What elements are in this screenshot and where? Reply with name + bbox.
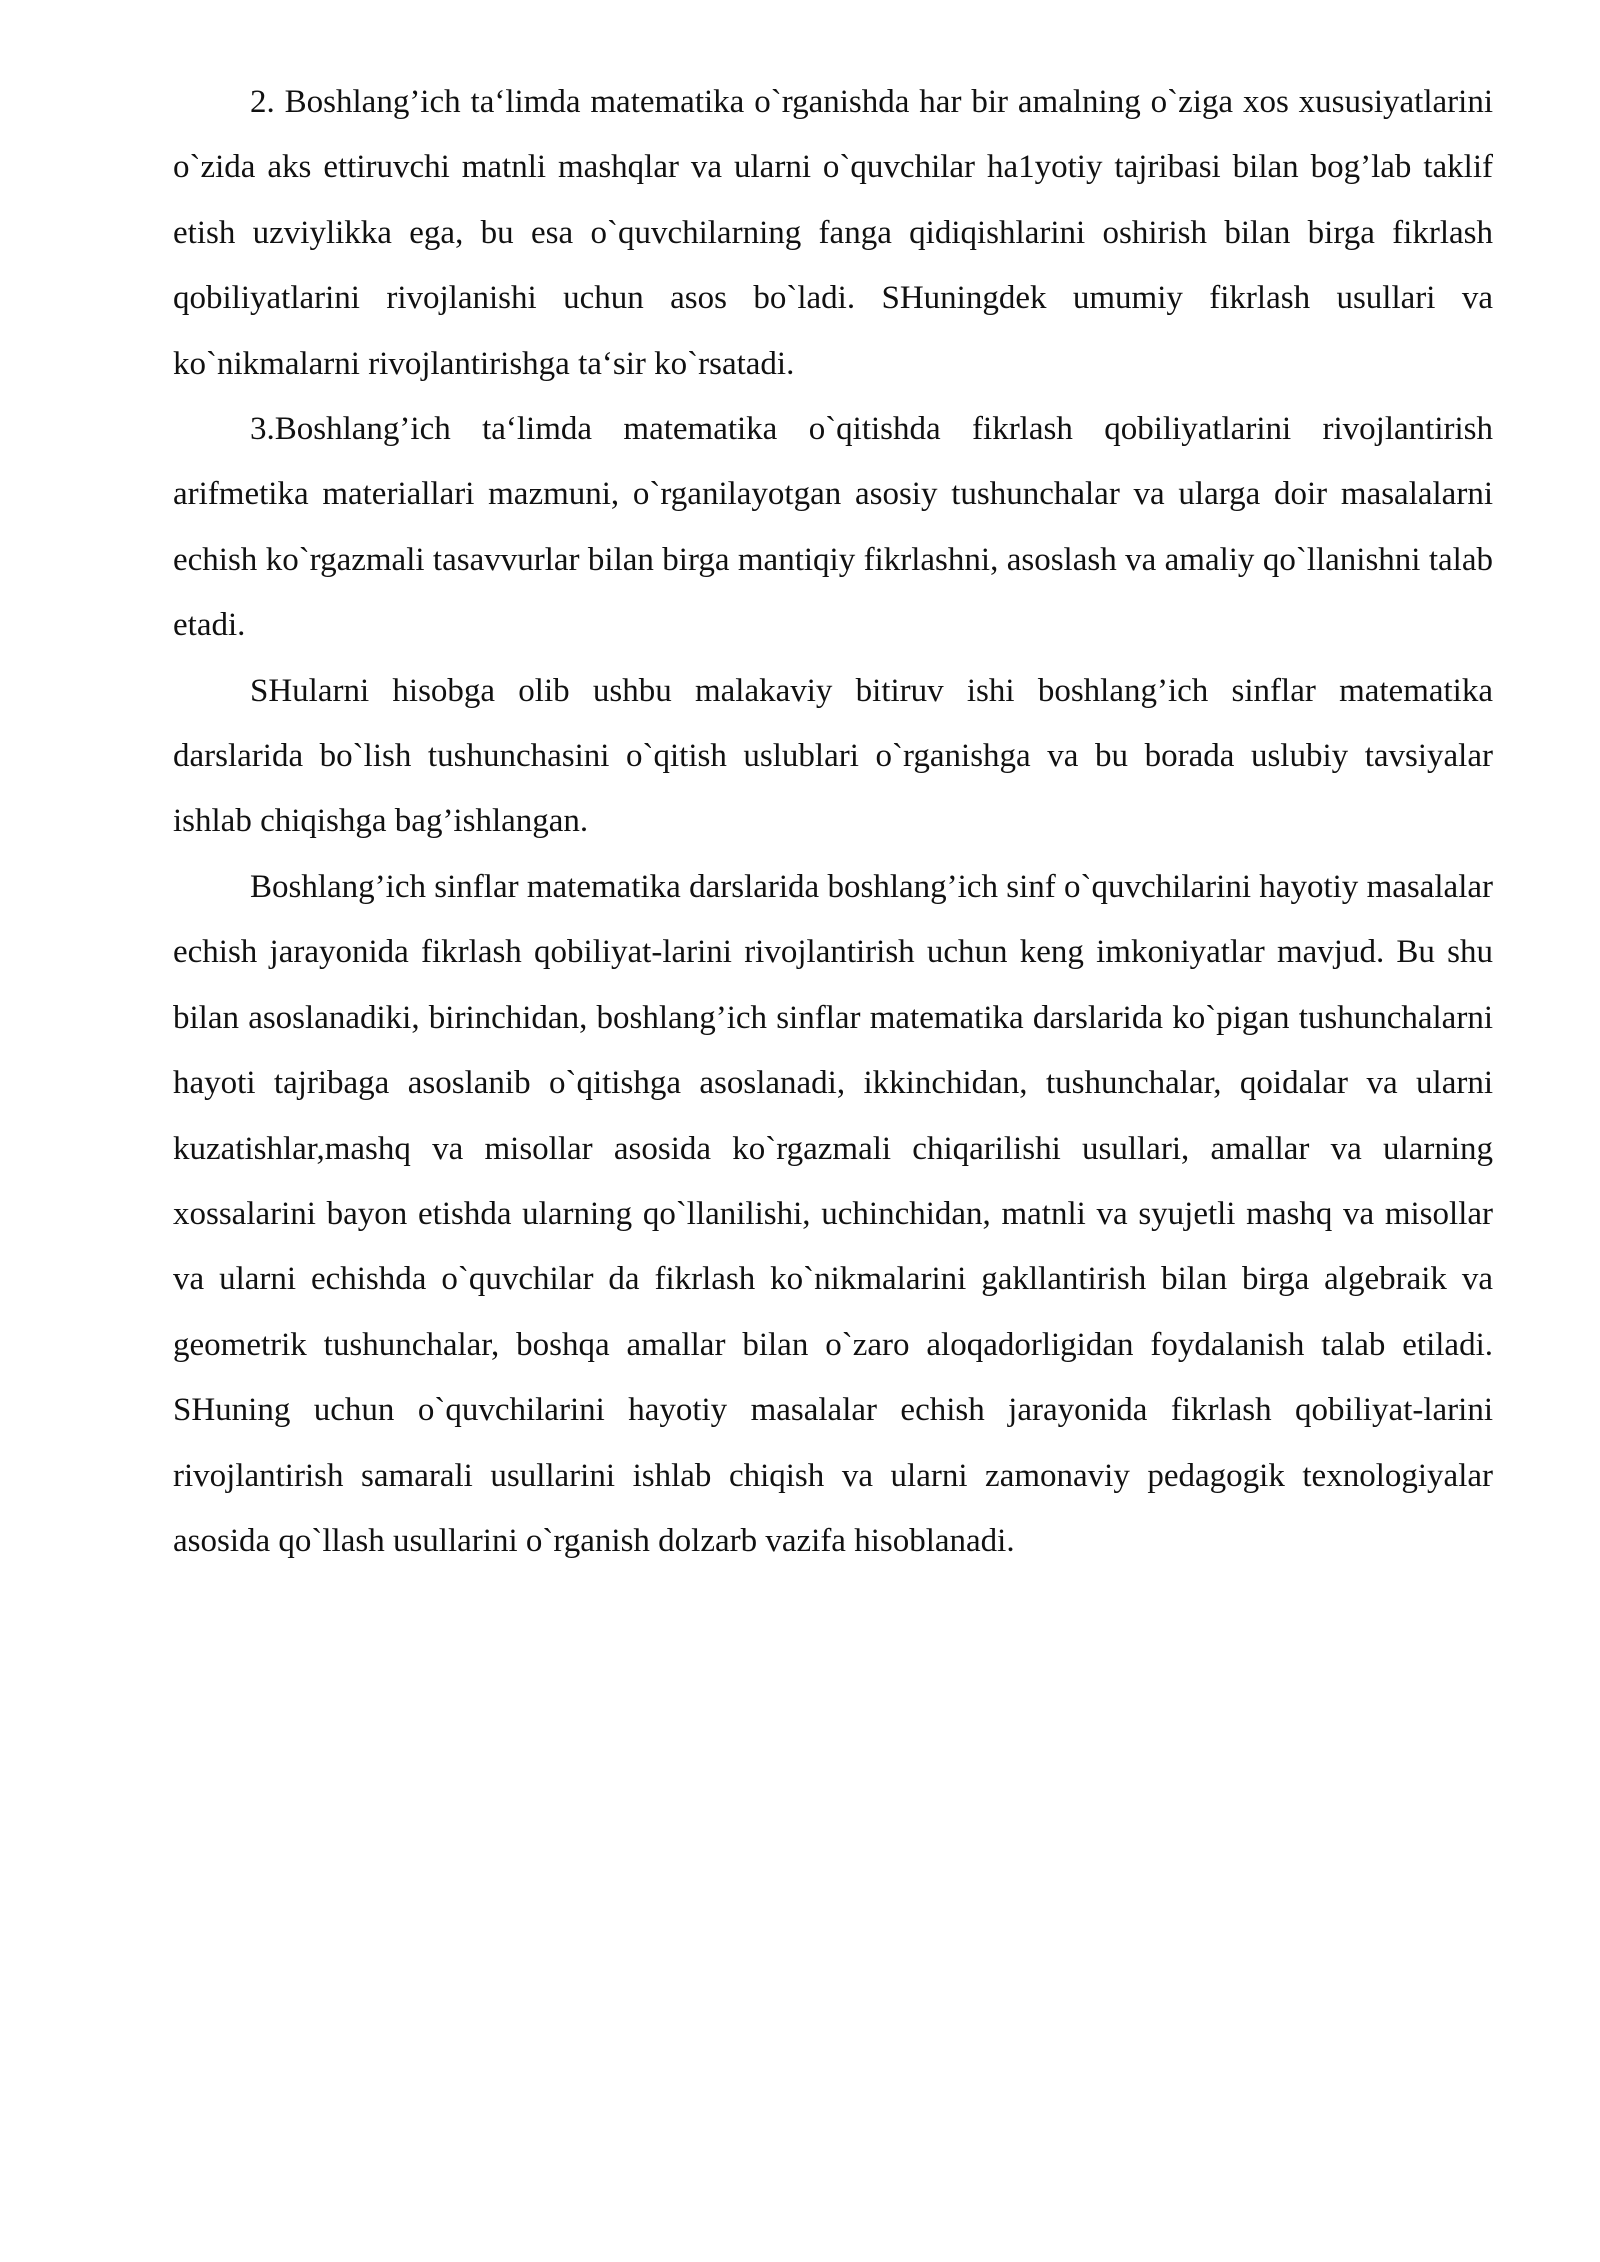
paragraph-point-2: 2. Boshlang’ich ta‘limda matematika o`rganishda har bir amalning o`ziga xos xususiyatlarini o`zida aks ettiruvchi matnli mashqlar va ularni o`quvchilar ha1yotiy tajribasi bilan bog’lab taklif etish uzviylikka ega, bu esa o`quvchilarning fanga qidiqishlarini oshirish bilan birga fikrlash qobiliyatlarini rivojlanishi uchun asos bo`ladi. SHuningdek umumiy fikrlash usullari va ko`nikmalarni rivojlantirishga ta‘sir ko`rsatadi. <box>173 84 1493 382</box>
paragraph-point-3: 3.Boshlang’ich ta‘limda matematika o`qitishda fikrlash qobiliyatlarini rivojlantirish arifmetika materiallari mazmuni, o`rganilayotgan asosiy tushunchalar va ularga doir masalalarni echish ko`rgazmali tasavvurlar bilan birga mantiqiy fikrlashni, asoslash va amaliy qo`llanishni talab etadi. <box>173 411 1493 644</box>
paragraph-thesis-purpose: SHularni hisobga olib ushbu malakaviy bitiruv ishi boshlang’ich sinflar matematika darslarida bo`lish tushunchasini o`qitish uslublari o`rganishga va bu borada uslubiy tavsiyalar ishlab chiqishga bag’ishlangan. <box>173 672 1493 840</box>
body-text <box>173 70 1493 1574</box>
paragraph-opportunities: Boshlang’ich sinflar matematika darslarida boshlang’ich sinf o`quvchilarini hayotiy masalalar echish jarayonida fikrlash qobiliyat-larini rivojlantirish uchun keng imkoniyatlar mavjud. Bu shu bilan asoslanadiki, birinchidan, boshlang’ich sinflar matematika darslarida ko`pigan tushunchalarni hayoti tajribaga asoslanib o`qitishga asoslanadi, ikkinchidan, tushunchalar, qoidalar va ularni kuzatishlar,mashq va misollar asosida ko`rgazmali chiqarilishi usullari, amallar va ularning xossalarini bayon etishda ularning qo`llanilishi, uchinchidan, matnli va syujetli mashq va misollar va ularni echishda o`quvchilar da fikrlash ko`nikmalarini gakllantirish bilan birga algebraik va geometrik tushunchalar, boshqa amallar bilan o`zaro aloqadorligidan foydalanish talab etiladi. SHuning uchun o`quvchilarini hayotiy masalalar echish jarayonida fikrlash qobiliyat-larini rivojlantirish samarali usullarini ishlab chiqish va ularni zamonaviy pedagogik texnologiyalar asosida qo`llash usullarini o`rganish dolzarb vazifa hisoblanadi. <box>173 868 1493 1559</box>
